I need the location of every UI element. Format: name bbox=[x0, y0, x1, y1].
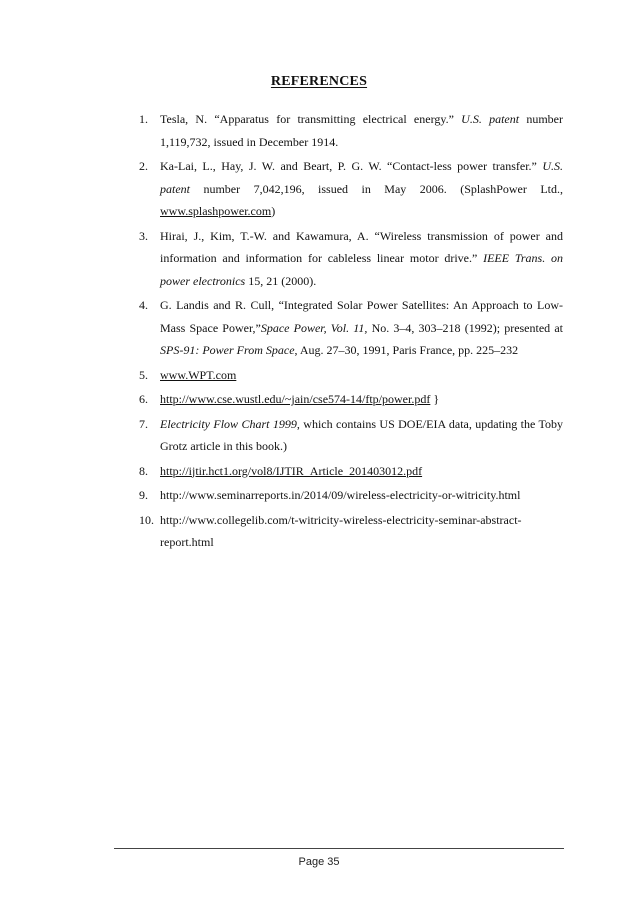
reference-list bbox=[139, 108, 563, 556]
reference-text bbox=[160, 460, 563, 483]
reference-text bbox=[160, 413, 563, 458]
reference-text-segment: number 7,042,196, issued in May 2006. (SplashPower Ltd., bbox=[190, 181, 563, 196]
reference-text bbox=[160, 155, 563, 223]
reference-number: 3. bbox=[139, 228, 148, 243]
footer-divider bbox=[114, 848, 564, 849]
reference-link[interactable]: http://www.cse.wustl.edu/~jain/cse574-14/ftp/power.pdf bbox=[160, 392, 431, 406]
reference-italic-text: U.S. patent bbox=[160, 159, 563, 196]
reference-text-segment: Hirai, J., Kim, T.-W. and Kawamura, A. “Wireless transmission of power and information and information for cableless linear motor drive.” bbox=[160, 228, 563, 265]
reference-italic-text: IEEE Trans. on power electronics bbox=[160, 251, 563, 288]
reference-number: 10. bbox=[139, 512, 154, 527]
reference-item bbox=[139, 484, 563, 507]
reference-text-segment: , Aug. 27–30, 1991, Paris France, pp. 225–232 bbox=[294, 343, 519, 357]
reference-number: 9. bbox=[139, 488, 148, 502]
reference-item bbox=[139, 388, 563, 411]
reference-italic-text: Space Power, Vol. 11, bbox=[260, 320, 368, 335]
reference-text bbox=[160, 225, 563, 293]
reference-number: 7. bbox=[139, 416, 148, 431]
reference-link[interactable]: www.WPT.com bbox=[160, 367, 237, 382]
reference-text-segment: 15, 21 (2000). bbox=[245, 273, 317, 288]
reference-item bbox=[139, 225, 563, 293]
reference-italic-text: U.S. patent bbox=[461, 112, 520, 126]
reference-text-segment: G. Landis and R. Cull, “Integrated Solar Power Satellites: An Approach to Low-Mass Space Power,” bbox=[160, 298, 563, 335]
reference-item bbox=[139, 155, 563, 223]
reference-number: 8. bbox=[139, 463, 148, 478]
reference-item bbox=[139, 294, 563, 362]
reference-number: 1. bbox=[139, 112, 148, 126]
reference-text-segment: ) bbox=[271, 204, 276, 218]
reference-text bbox=[160, 294, 563, 362]
reference-number: 5. bbox=[139, 367, 148, 382]
reference-text bbox=[160, 388, 563, 411]
reference-text-segment: http://www.collegelib.com/t-witricity-wireless-electricity-seminar-abstract-report.html bbox=[160, 512, 522, 549]
reference-italic-text: SPS-91: Power From Space bbox=[160, 343, 295, 357]
reference-number: 4. bbox=[139, 298, 148, 312]
reference-item bbox=[139, 413, 563, 458]
reference-text-segment: No. 3–4, 303–218 (1992); presented at bbox=[367, 320, 563, 335]
reference-text-segment: Ka-Lai, L., Hay, J. W. and Beart, P. G. W. “Contact-less power transfer.” bbox=[160, 159, 543, 173]
reference-link[interactable]: http://ijtir.hct1.org/vol8/IJTIR_Article_201403012.pdf bbox=[160, 463, 423, 478]
reference-item bbox=[139, 509, 563, 554]
reference-italic-text: Electricity Flow Chart 1999 bbox=[160, 416, 297, 431]
reference-text bbox=[160, 484, 563, 507]
reference-text-segment: Tesla, N. “Apparatus for transmitting electrical energy.” bbox=[160, 112, 462, 126]
reference-text-segment: } bbox=[430, 392, 440, 406]
references-heading bbox=[0, 74, 638, 90]
reference-text-segment: number 1,119,732, issued in December 1914. bbox=[160, 112, 564, 149]
reference-number: 6. bbox=[139, 392, 148, 406]
reference-item bbox=[139, 460, 563, 483]
references-title: REFERENCES bbox=[270, 74, 368, 89]
reference-text-segment: , which contains US DOE/EIA data, updating the Toby Grotz article in this book.) bbox=[160, 416, 564, 453]
reference-item bbox=[139, 108, 563, 153]
reference-text bbox=[160, 364, 563, 387]
reference-text bbox=[160, 108, 563, 153]
reference-text bbox=[160, 509, 563, 554]
reference-item bbox=[139, 364, 563, 387]
page-number: Page 35 bbox=[298, 856, 340, 868]
reference-number: 2. bbox=[139, 159, 148, 173]
reference-link[interactable]: www.splashpower.com bbox=[160, 204, 272, 218]
reference-text-segment: http://www.seminarreports.in/2014/09/wireless-electricity-or-witricity.html bbox=[160, 488, 521, 502]
